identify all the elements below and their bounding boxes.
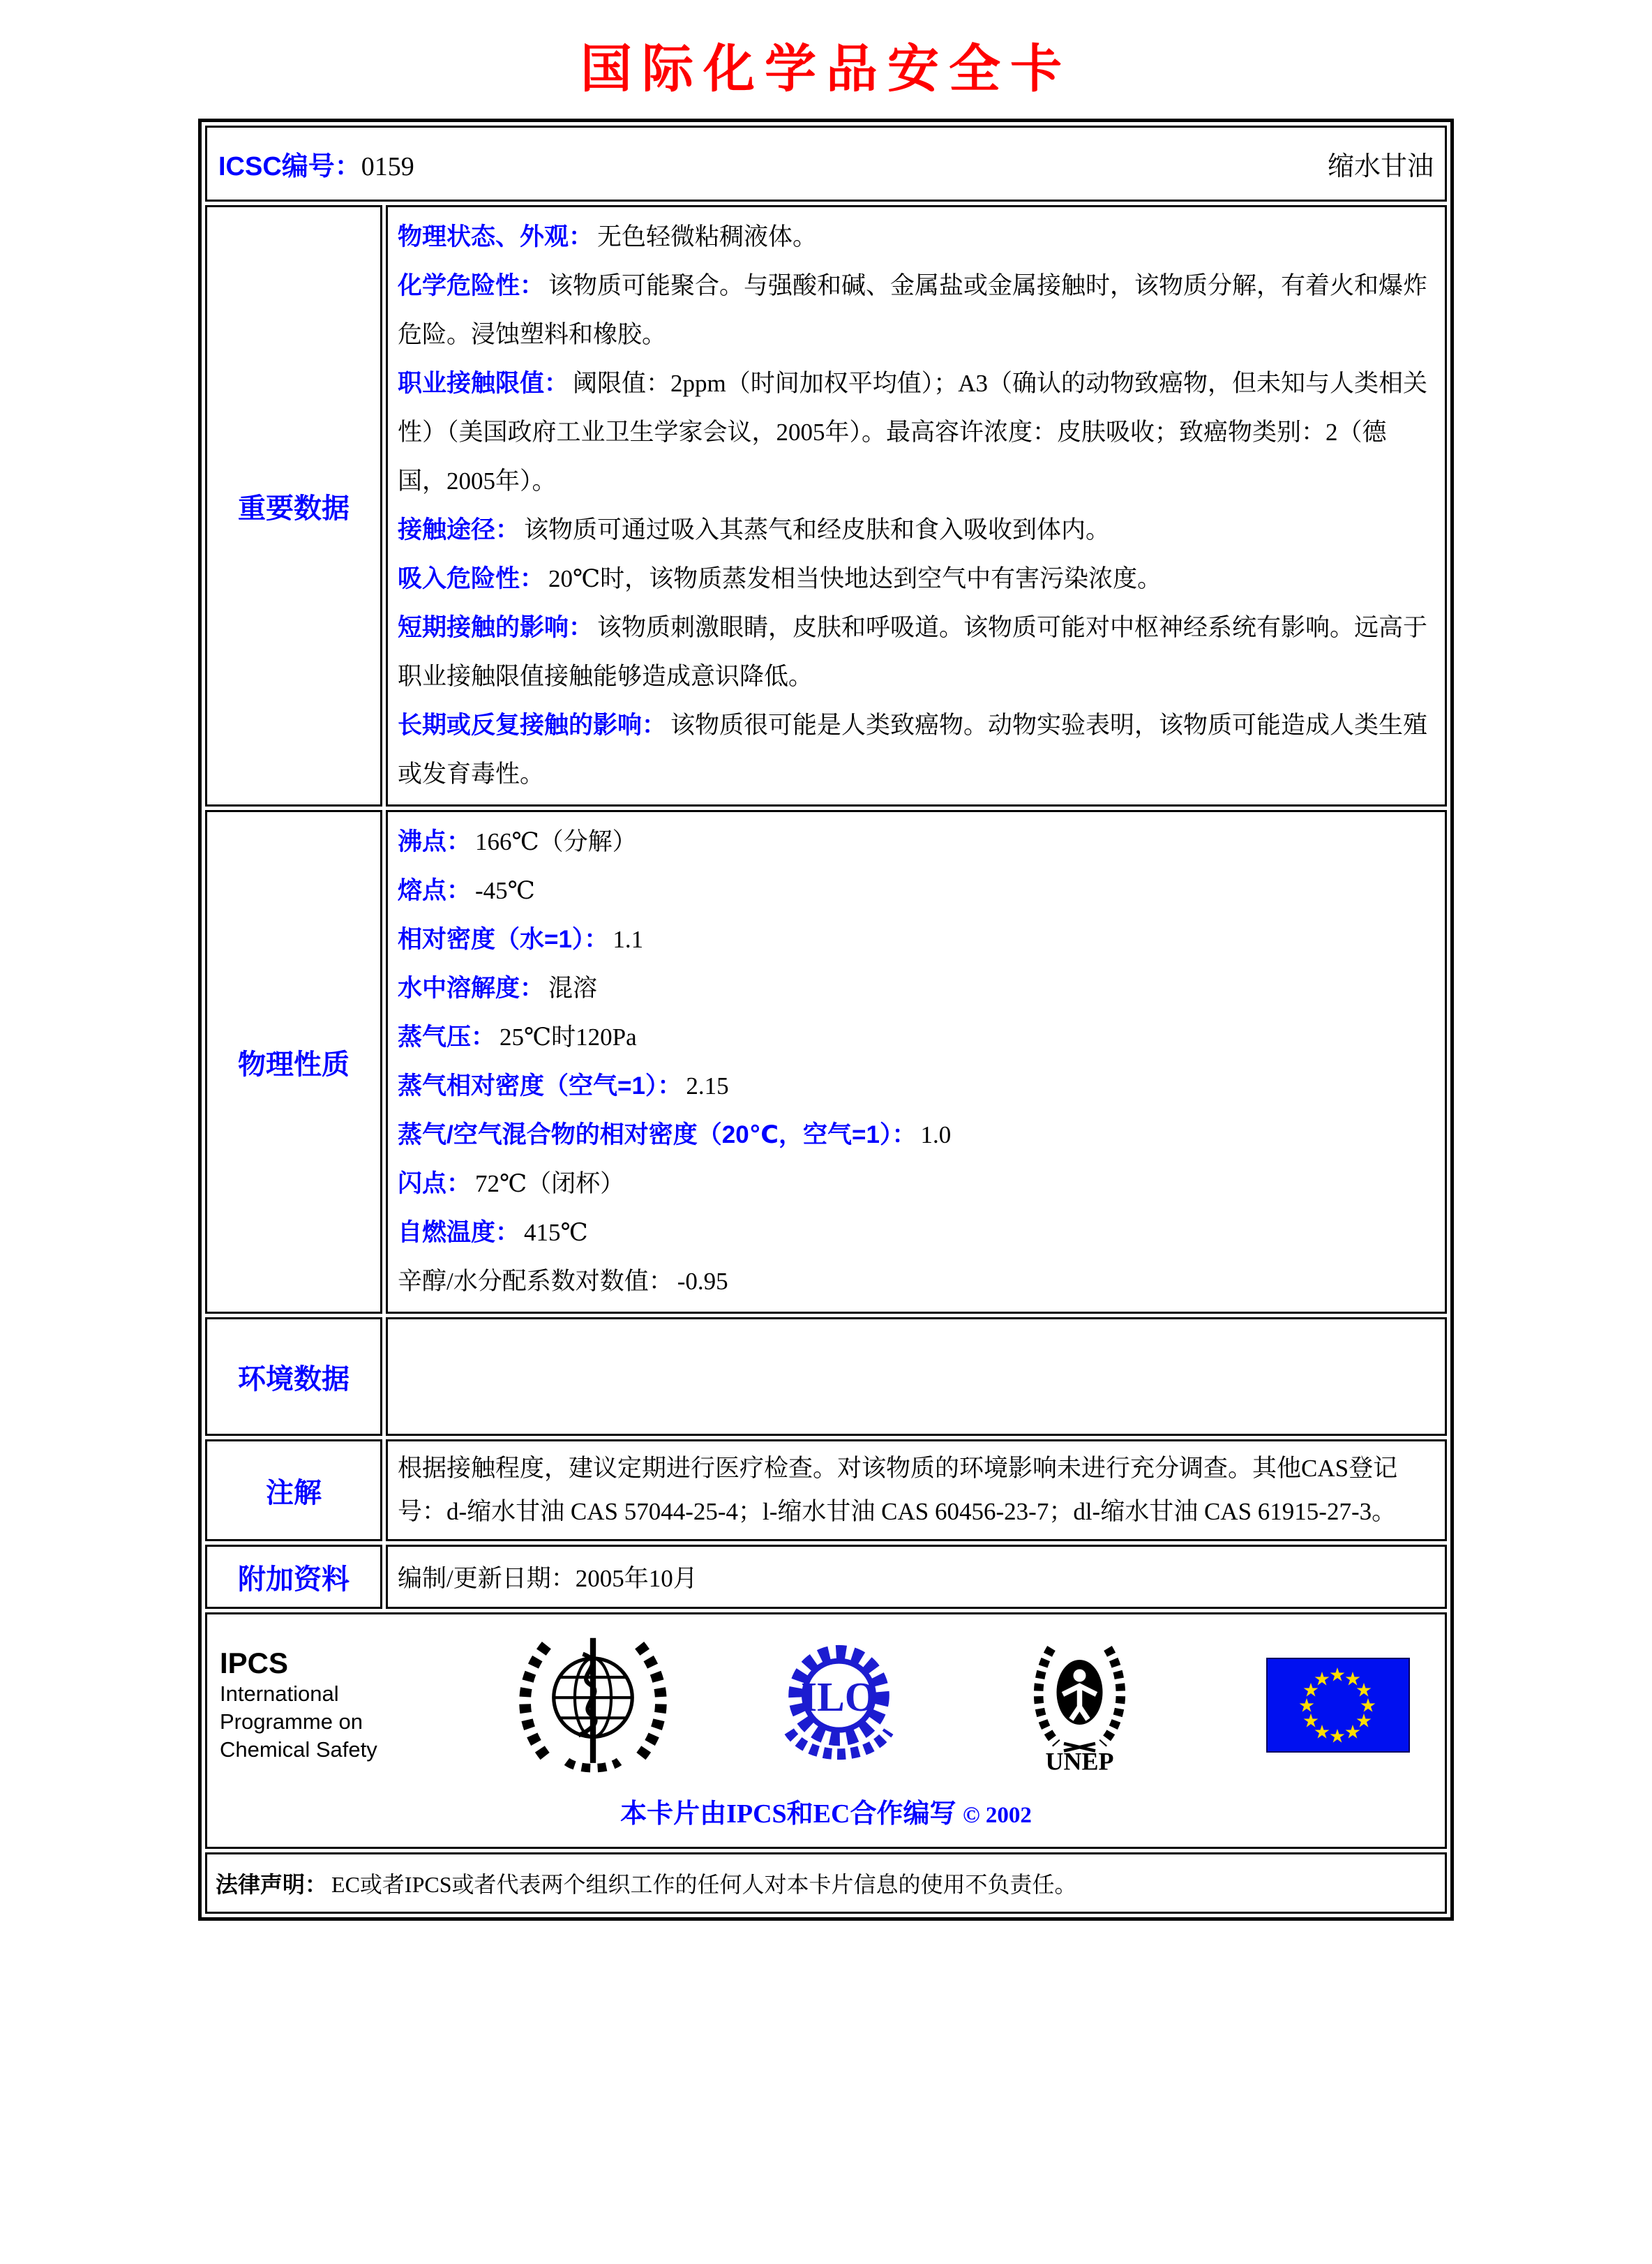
eu-star-icon: ★ <box>1302 1679 1320 1701</box>
field-label: 闪点： <box>398 1170 472 1197</box>
legal-row <box>205 1852 1447 1914</box>
field-label: 自燃温度： <box>398 1219 520 1246</box>
icsc-number-label: ICSC编号： <box>218 152 361 181</box>
field-value: 415℃ <box>524 1219 588 1246</box>
important-item <box>398 213 1435 262</box>
legal-cell <box>205 1852 1447 1914</box>
icsc-number-value: 0159 <box>361 152 414 181</box>
field-value: 该物质可能聚合。与强酸和碱、金属盐或金属接触时，该物质分解，有着火和爆炸危险。浸蚀塑料和橡胶。 <box>398 272 1428 348</box>
physical-item <box>398 867 1435 915</box>
notes-content <box>386 1439 1447 1541</box>
ipcs-line3: Chemical Safety <box>220 1737 377 1762</box>
field-value: 2.15 <box>686 1072 729 1100</box>
physical-item <box>398 1062 1435 1111</box>
field-label: 沸点： <box>398 828 472 855</box>
logos-row <box>205 1612 1447 1849</box>
environmental-data-content <box>386 1317 1447 1436</box>
field-label: 吸入危险性： <box>398 565 545 592</box>
field-label: 长期或反复接触的影响： <box>398 712 667 739</box>
environmental-data-row <box>205 1317 1447 1436</box>
field-value: -0.95 <box>677 1268 728 1295</box>
physical-properties-row <box>205 810 1447 1314</box>
eu-star-icon: ★ <box>1355 1679 1373 1701</box>
header-cell <box>205 126 1447 202</box>
eu-star-icon: ★ <box>1328 1664 1346 1686</box>
field-value: 72℃（闭杯） <box>475 1170 625 1197</box>
ilo-logo-icon <box>760 1635 917 1776</box>
important-data-content <box>386 205 1447 807</box>
field-label: 辛醇/水分配系数对数值： <box>398 1268 673 1295</box>
important-item <box>398 604 1435 701</box>
legal-text: EC或者IPCS或者代表两个组织工作的任何人对本卡片信息的使用不负责任。 <box>331 1872 1077 1897</box>
section-label-environmental-data: 环境数据 <box>205 1317 382 1436</box>
field-label: 熔点： <box>398 877 472 904</box>
field-value: 该物质刺激眼睛，皮肤和呼吸道。该物质可能对中枢神经系统有影响。远高于职业接触限值接触能够造成意识降低。 <box>398 614 1428 690</box>
eu-star-icon: ★ <box>1302 1710 1320 1732</box>
ipcs-abbr: IPCS <box>220 1647 289 1679</box>
copyright-text: © 2002 <box>962 1803 1032 1828</box>
unep-logo-icon <box>1022 1634 1137 1777</box>
section-label-physical-properties: 物理性质 <box>205 810 382 1314</box>
physical-item <box>398 964 1435 1013</box>
field-label: 接触途径： <box>398 516 520 543</box>
eu-star-icon: ★ <box>1298 1695 1316 1716</box>
eu-star-icon: ★ <box>1344 1721 1362 1743</box>
header-row <box>205 126 1447 202</box>
eu-star-icon: ★ <box>1313 1668 1331 1690</box>
notes-row <box>205 1439 1447 1541</box>
field-label: 相对密度（水=1）： <box>398 926 609 953</box>
field-label: 短期接触的影响： <box>398 614 594 641</box>
eu-star-icon: ★ <box>1344 1668 1362 1690</box>
physical-item <box>398 818 1435 867</box>
section-label-additional-info: 附加资料 <box>205 1545 382 1609</box>
ipcs-line1: International <box>220 1681 339 1706</box>
physical-item <box>398 915 1435 964</box>
section-label-important-data: 重要数据 <box>205 205 382 807</box>
important-item <box>398 506 1435 555</box>
eu-star-icon: ★ <box>1359 1695 1377 1716</box>
physical-properties-content <box>386 810 1447 1314</box>
important-item <box>398 555 1435 604</box>
physical-item <box>398 1208 1435 1257</box>
field-value: 25℃时120Pa <box>500 1024 637 1051</box>
card-caption <box>216 1792 1436 1830</box>
who-logo-icon <box>506 1628 680 1782</box>
page-title: 国际化学品安全卡 <box>580 41 1072 98</box>
eu-star-icon: ★ <box>1328 1725 1346 1747</box>
physical-item <box>398 1160 1435 1208</box>
field-label: 职业接触限值： <box>398 370 569 397</box>
additional-info-content: 编制/更新日期：2005年10月 <box>386 1545 1447 1609</box>
field-label: 蒸气/空气混合物的相对密度（20℃，空气=1）： <box>398 1121 917 1148</box>
important-data-row <box>205 205 1447 807</box>
field-value: 20℃时，该物质蒸发相当快地达到空气中有害污染浓度。 <box>548 565 1162 592</box>
additional-info-row <box>205 1545 1447 1609</box>
physical-item <box>398 1013 1435 1062</box>
eu-star-icon: ★ <box>1313 1721 1331 1743</box>
important-item <box>398 359 1435 506</box>
field-label: 物理状态、外观： <box>398 223 594 250</box>
important-item <box>398 701 1435 799</box>
field-value: 166℃（分解） <box>475 828 637 855</box>
field-value: 混溶 <box>548 975 598 1002</box>
ipcs-text-block <box>220 1647 429 1764</box>
field-label: 化学危险性： <box>398 272 545 299</box>
icsc-card-table <box>198 119 1454 1921</box>
field-value: -45℃ <box>475 877 535 904</box>
field-value: 该物质可通过吸入其蒸气和经皮肤和食入吸收到体内。 <box>524 516 1111 543</box>
field-value: 1.0 <box>920 1121 952 1148</box>
notes-text: 根据接触程度，建议定期进行医疗检查。对该物质的环境影响未进行充分调查。其他CAS登记号：d-缩水甘油 CAS 57044-25-4；l-缩水甘油 CAS 60456-23-7；dl-缩水甘油 CAS 61915-27-3。 <box>398 1455 1398 1525</box>
eu-star-icon: ★ <box>1355 1710 1373 1732</box>
field-value: 阈限值：2ppm（时间加权平均值）；A3（确认的动物致癌物，但未知与人类相关性）（美国政府工业卫生学家会议，2005年）。最高容许浓度：皮肤吸收；致癌物类别：2（德国，2005年）。 <box>398 370 1428 495</box>
caption-text: 本卡片由IPCS和EC合作编写 <box>620 1799 956 1829</box>
eu-flag-icon <box>1266 1658 1410 1753</box>
unep-logo-label: UNEP <box>1045 1747 1114 1774</box>
field-label: 蒸气相对密度（空气=1）： <box>398 1072 682 1100</box>
legal-label: 法律声明： <box>216 1872 328 1897</box>
field-value: 1.1 <box>613 926 644 953</box>
field-label: 蒸气压： <box>398 1024 496 1051</box>
important-item <box>398 262 1435 359</box>
physical-item <box>398 1111 1435 1160</box>
field-value: 该物质很可能是人类致癌物。动物实验表明，该物质可能造成人类生殖或发育毒性。 <box>398 712 1428 788</box>
physical-item <box>398 1257 1435 1306</box>
field-label: 水中溶解度： <box>398 975 545 1002</box>
field-value: 无色轻微粘稠液体。 <box>597 223 818 250</box>
ipcs-line2: Programme on <box>220 1709 363 1734</box>
ilo-logo-label: ILO <box>801 1673 877 1720</box>
chemical-name: 缩水甘油 <box>1327 152 1434 181</box>
logos-cell <box>205 1612 1447 1849</box>
section-label-notes: 注解 <box>205 1439 382 1541</box>
